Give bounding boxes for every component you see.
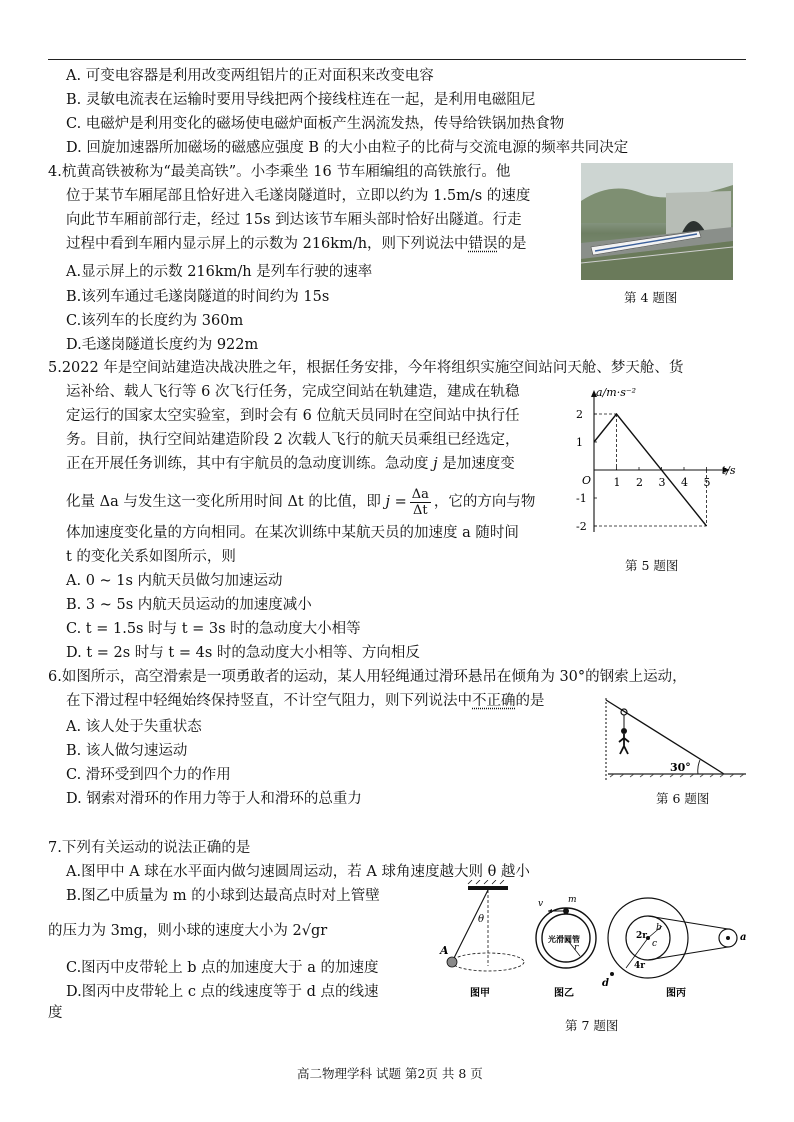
- y-tick-label: 2: [576, 408, 583, 421]
- radius-label: r: [574, 943, 579, 953]
- velocity-label: v: [538, 899, 544, 909]
- q6-option-d: D. 钢索对滑环的作用力等于人和滑环的总重力: [66, 791, 362, 807]
- q6-option-c: C. 滑环受到四个力的作用: [66, 767, 231, 783]
- q5-stem-line8: t 的变化关系如图所示，则: [66, 549, 236, 565]
- x-tick-label: 1: [613, 476, 621, 489]
- person-figure: [619, 734, 629, 754]
- q3-option-a: A. 可变电容器是利用改变两组铝片的正对面积来改变电容: [66, 68, 434, 84]
- y-axis-label: a/m·s⁻²: [596, 386, 637, 399]
- train-tunnel-photo: [581, 163, 733, 280]
- point-a-label: a: [740, 932, 747, 943]
- q7-option-d-line1: D.图丙中皮带轮上 c 点的线速度等于 d 点的线速: [66, 984, 379, 1000]
- q5-stem-line3: 定运行的国家太空实验室，到时会有 6 位航天员同时在空间站中执行任: [66, 408, 520, 424]
- q4-emphasis: 错误: [468, 236, 498, 252]
- fig4-caption: 第 4 题图: [624, 290, 678, 305]
- q6-stem-line1: 6.如图所示，高空滑索是一项勇敢者的运动，某人用轻绳通过滑环悬吊在倾角为 30°的钢索上运动，: [48, 669, 687, 685]
- radius-4r-label: 4r: [634, 961, 646, 971]
- x-tick-label: 5: [703, 476, 711, 489]
- y-tick-label: -1: [576, 492, 587, 505]
- q5-stem-line2: 运补给、载人飞行等 6 次飞行任务，完成空间站在轨建造，建成在轨稳: [66, 384, 520, 400]
- person-head: [621, 728, 627, 734]
- q4-option-d: D.毛遂岗隧道长度约为 922m: [66, 337, 259, 353]
- q7-option-b-line1: B.图乙中质量为 m 的小球到达最高点时对上管壁: [66, 888, 380, 904]
- header-rule: [48, 59, 746, 60]
- fig5-caption: 第 5 题图: [625, 558, 679, 573]
- q5-option-d: D. t = 2s 时与 t = 4s 时的急动度大小相等、方向相反: [66, 645, 420, 661]
- theta-label: θ: [478, 914, 485, 925]
- fig6-caption: 第 6 题图: [656, 791, 710, 806]
- smooth-tube: [536, 895, 596, 999]
- q5-stem-line4: 务。目前，执行空间站建造阶段 2 次载人飞行的航天员乘组已经选定，: [66, 432, 520, 448]
- angle-label: 30°: [670, 761, 691, 774]
- q7-option-a: A.图甲中 A 球在水平面内做匀速圆周运动，若 A 球角速度越大则 θ 越小: [66, 864, 530, 880]
- q6-option-a: A. 该人处于失重状态: [66, 719, 202, 735]
- q5-stem-line5: 正在开展任务训练，其中有宇航员的急动度训练。急动度 j 是加速度变: [66, 456, 515, 472]
- x-tick-label: 3: [658, 476, 666, 489]
- q3-option-c: C. 电磁炉是利用变化的磁场使电磁炉面板产生涡流发热，传导给铁锅加热食物: [66, 116, 565, 132]
- q3-option-d: D. 回旋加速器所加磁场的磁感应强度 B 的大小由粒子的比荷与交流电源的频率共同决定: [66, 140, 629, 156]
- belt-pulleys: [602, 898, 746, 999]
- q7-option-d-line2: 度: [48, 1005, 63, 1021]
- jerk-fraction: $\frac{\Delta a}{\Delta t}$: [411, 486, 429, 518]
- q6-option-b: B. 该人做匀速运动: [66, 743, 188, 759]
- fig-jia-label: 图甲: [470, 988, 490, 999]
- point-c-label: c: [652, 939, 658, 949]
- q6-stem-line2: 在下滑过程中轻绳始终保持竖直，不计空气阻力，则下列说法中不正确的是: [66, 693, 545, 709]
- q4-stem-line2: 位于某节车厢尾部且恰好进入毛遂岗隧道时，立即以约为 1.5m/s 的速度: [66, 188, 531, 204]
- tube-text: 光滑圆管: [548, 935, 580, 944]
- q7-option-c: C.图丙中皮带轮上 b 点的加速度大于 a 的加速度: [66, 960, 379, 976]
- q7-option-b-line2: 的压力为 3mg，则小球的速度大小为 2√gr: [48, 923, 328, 939]
- zipline-figure: [600, 698, 750, 782]
- x-tick-label: 2: [636, 476, 643, 489]
- q6-emphasis: 不正确: [472, 693, 516, 709]
- fig-yi-label: 图乙: [554, 988, 574, 999]
- q4-stem-line1: 4.杭黄高铁被称为“最美高铁”。小李乘坐 16 节车厢编组的高铁旅行。他: [48, 164, 511, 180]
- q5-stem-line7: 体加速度变化量的方向相同。在某次训练中某航天员的加速度 a 随时间: [66, 525, 519, 541]
- point-b-label: b: [656, 923, 662, 933]
- q4-option-a: A.显示屏上的示数 216km/h 是列车行驶的速率: [66, 264, 373, 280]
- x-tick-label: 4: [681, 476, 688, 489]
- q4-stem-line4: 过程中看到车厢内显示屏上的示数为 216km/h，则下列说法中错误的是: [66, 236, 527, 252]
- y-tick-label: -2: [576, 520, 587, 533]
- q3-option-b: B. 灵敏电流表在运输时要用导线把两个接线柱连在一起，是利用电磁阻尼: [66, 92, 536, 108]
- q5-option-c: C. t = 1.5s 时与 t = 3s 时的急动度大小相等: [66, 621, 361, 637]
- x-axis-label: t/s: [721, 464, 736, 477]
- fig7-diagrams: [430, 880, 750, 1006]
- q5-stem-line1: 5.2022 年是空间站建造决战决胜之年，根据任务安排，今年将组织实施空间站问天舱、梦天舱、货: [48, 360, 684, 376]
- fig7-caption: 第 7 题图: [565, 1018, 619, 1033]
- q5-stem-line6: 化量 Δa 与发生这一变化所用时间 Δt 的比值，即 j = $\frac{\Delta a}{\Delta t}$ ，它的方向与物: [66, 486, 536, 518]
- q5-option-b: B. 3 ~ 5s 内航天员运动的加速度减小: [66, 597, 312, 613]
- acceleration-time-chart: [568, 384, 748, 554]
- angle-arc: [698, 760, 700, 774]
- conical-pendulum: [439, 880, 524, 999]
- radius-2r-label: 2r: [636, 931, 648, 941]
- origin-label: O: [582, 474, 592, 487]
- q4-option-b: B.该列车通过毛遂岗隧道的时间约为 15s: [66, 289, 330, 305]
- point-d-label: d: [602, 978, 609, 989]
- ball-a-label: A: [440, 944, 449, 957]
- q5-option-a: A. 0 ~ 1s 内航天员做匀加速运动: [66, 573, 283, 589]
- q4-stem-line3: 向此节车厢前部行走，经过 15s 到达该节车厢头部时恰好出隧道。行走: [66, 212, 522, 228]
- y-tick-label: 1: [576, 436, 583, 449]
- mass-label: m: [568, 895, 577, 905]
- q4-option-c: C.该列车的长度约为 360m: [66, 313, 244, 329]
- page-footer: 高二物理学科 试题 第2页 共 8 页: [297, 1066, 483, 1081]
- fig-bing-label: 图丙: [666, 988, 686, 999]
- train-tunnel-illustration: [581, 163, 733, 280]
- q7-stem: 7.下列有关运动的说法正确的是: [48, 840, 251, 856]
